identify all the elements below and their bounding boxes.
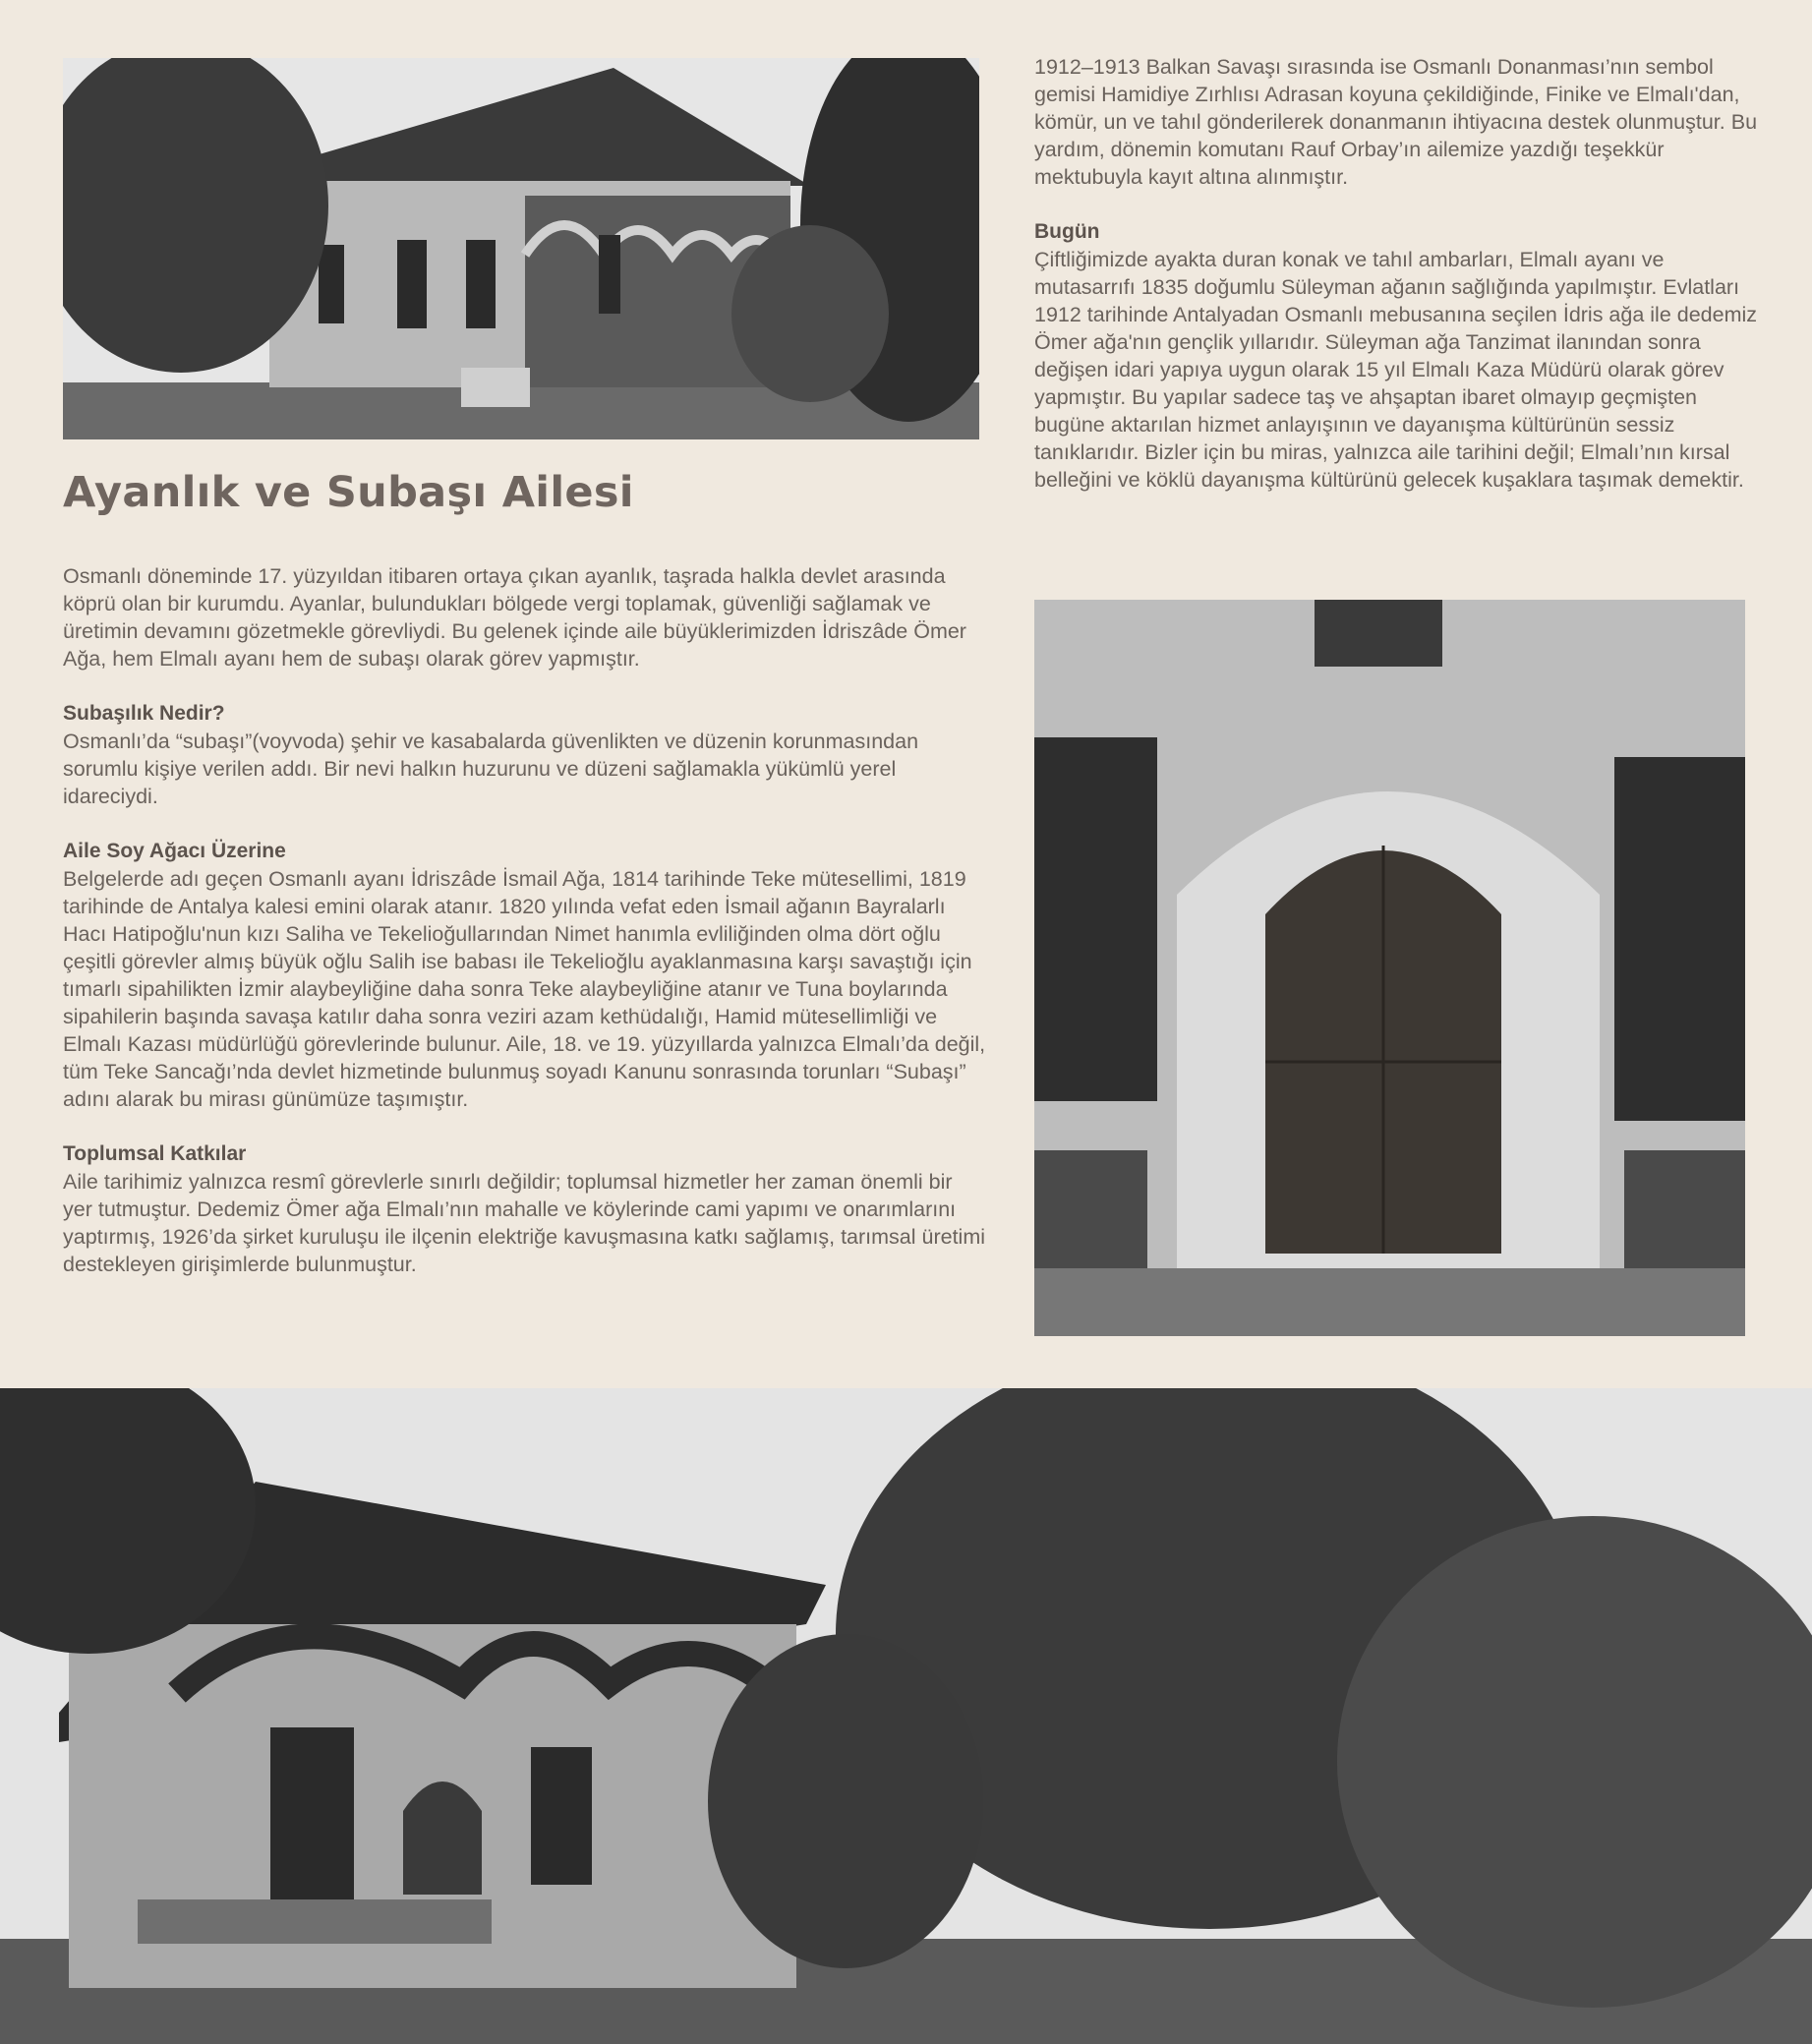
section-body: Osmanlı’da “subaşı”(voyvoda) şehir ve kasabalarda güvenlikten ve düzenin korunmasından sorumlu kişiye verilen addı. Bir nevi halkın huzurunu ve düzeni sağlamakla yükümlü yerel idareciydi.	[63, 730, 919, 808]
mansion-photo-top	[63, 58, 979, 439]
section-soy-agaci	[63, 838, 987, 1113]
section-toplumsal	[63, 1140, 987, 1278]
section-body: Aile tarihimiz yalnızca resmî görevlerle sınırlı değildir; toplumsal hizmetler her zaman önemli bir yer tutmuştur. Dedemiz Ömer ağa Elmalı’nın mahalle ve köylerinde cami yapımı ve onarımlarını yaptırmış, 1926’da şirket kuruluşu ile ilçenin elektriğe kavuşmasına katkı sağlamış, tarımsal üretimi destekleyen girişimlerde bulunmuştur.	[63, 1170, 986, 1276]
section-heading: Toplumsal Katkılar	[63, 1142, 247, 1165]
arched-door-photo	[1034, 600, 1745, 1336]
section-subasilik	[63, 700, 987, 810]
left-column	[63, 460, 987, 1306]
mansion-garden-photo	[0, 1388, 1812, 2044]
balkan-war-paragraph: 1912–1913 Balkan Savaşı sırasında ise Osmanlı Donanması’nın sembol gemisi Hamidiye Zırhlısı Adrasan koyuna çekildiğinde, Finike ve Elmalı'dan, kömür, un ve tahıl gönderilerek donanmanın ihtiyacına destek olunmuştur. Bu yardım, dönemin komutanı Rauf Orbay’ın ailemize yazdığı teşekkür mektubuyla kayıt altına alınmıştır.	[1034, 55, 1758, 189]
balkan-war-section	[1034, 53, 1762, 191]
section-bugun	[1034, 218, 1762, 494]
right-column	[1034, 53, 1762, 521]
section-body: Çiftliğimizde ayakta duran konak ve tahıl ambarları, Elmalı ayanı ve mutasarrıfı 1835 doğumlu Süleyman ağanın sağlığında yapılmıştır. Evlatları 1912 tarihinde Antalyadan Osmanlı mebusanına seçilen İdris ağa ile dedemiz Ömer ağa'nın gençlik yıllarıdır. Süleyman ağa Tanzimat ilanından sonra değişen idari yapıya uygun olarak 15 yıl Elmalı Kaza Müdürü olarak görev yapmıştır. Bu yapılar sadece taş ve ahşaptan ibaret olmayıp geçmişten bugüne aktarılan hizmet anlayışının ve dayanışma kültürünün sessiz tanıklarıdır. Bizler için bu miras, yalnızca aile tarihini değil; Elmalı’nın kırsal belleğini ve köklü dayanışma kültürünü gelecek kuşaklara taşımak demektir.	[1034, 248, 1758, 492]
intro-section	[63, 562, 987, 672]
page-title: Ayanlık ve Subaşı Ailesi	[63, 468, 634, 517]
section-heading: Bugün	[1034, 220, 1100, 243]
intro-paragraph: Osmanlı döneminde 17. yüzyıldan itibaren ortaya çıkan ayanlık, taşrada halkla devlet arasında köprü olan bir kurumdu. Ayanlar, bulundukları bölgede vergi toplamak, güvenliği sağlamak ve üretimin devamını gözetmekle görevliydi. Bu gelenek içinde aile büyüklerimizden İdriszâde Ömer Ağa, hem Elmalı ayanı hem de subaşı olarak görev yapmıştır.	[63, 564, 966, 671]
section-body: Belgelerde adı geçen Osmanlı ayanı İdriszâde İsmail Ağa, 1814 tarihinde Teke mütesellimi, 1819 tarihinde de Antalya kalesi emini olarak atanır. 1820 yılında vefat eden İsmail ağanın Bayralarlı Hacı Hatipoğlu'nun kızı Saliha ve Tekelioğullarından Nimet hanımla evliliğinden olma dört oğlu çeşitli görevler almış büyük oğlu Salih ise babası ile Tekelioğlu ayaklanmasına karşı savaştığı için tımarlı sipahilikten İzmir alaybeyliğine daha sonra Teke alaybeyliğine atanır ve Tuna boylarında sipahilerin başında savaşa katılır daha sonra veziri azam kethüdalığı, Hamid mütesellimliği ve Elmalı Kazası müdürlüğü görevlerinde bulunur. Aile, 18. ve 19. yüzyıllarda yalnızca Elmalı’da değil, tüm Teke Sancağı’nda devlet hizmetinde bulunmuş soyadı Kanunu sonrasında torunları “Subaşı” adını alarak bu mirası günümüze taşımıştır.	[63, 867, 986, 1111]
section-heading: Aile Soy Ağacı Üzerine	[63, 840, 286, 862]
section-heading: Subaşılık Nedir?	[63, 702, 225, 725]
